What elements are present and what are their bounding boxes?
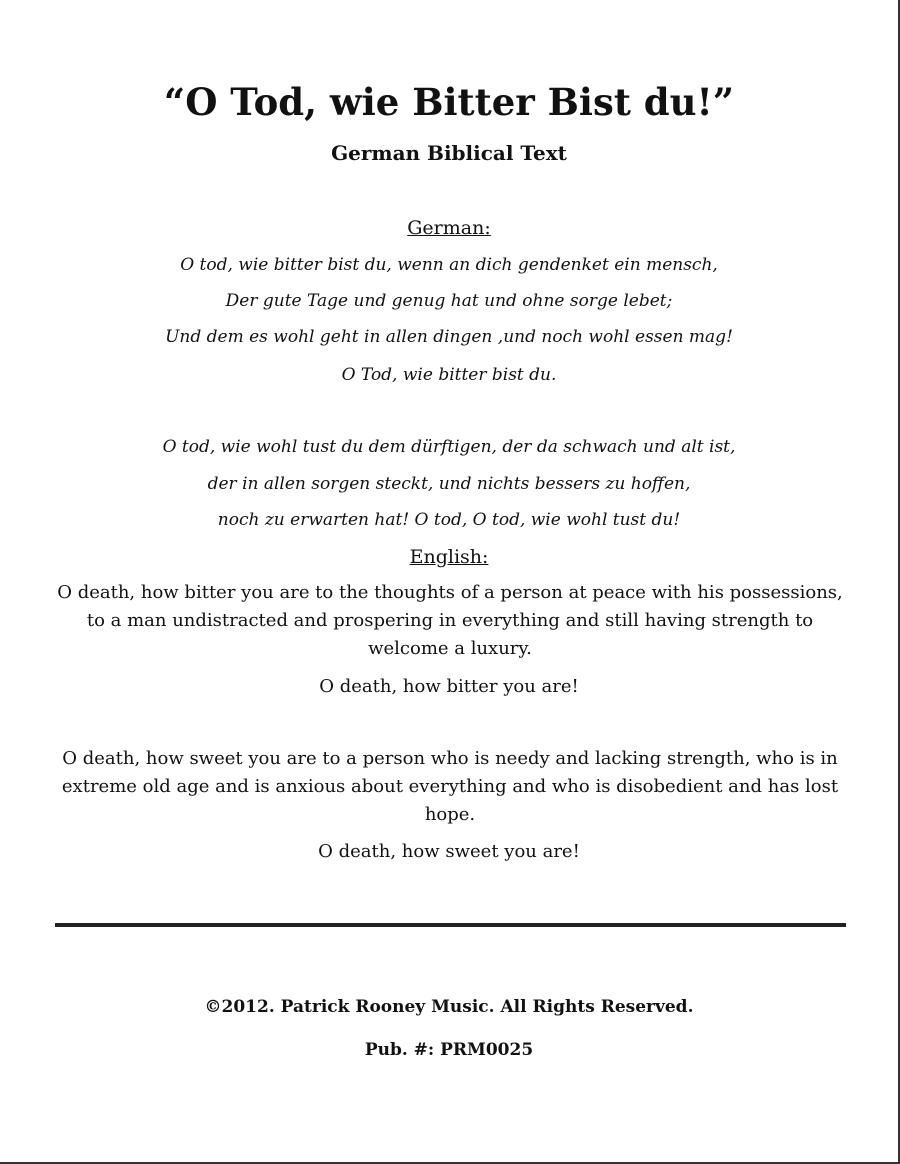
german-line: O tod, wie bitter bist du, wenn an dich gendenket ein mensch,	[180, 255, 718, 275]
copyright-notice: ©2012. Patrick Rooney Music. All Rights Reserved.	[204, 997, 694, 1017]
german-line: Und dem es wohl geht in allen dingen ,und noch wohl essen mag!	[165, 327, 733, 347]
english-refrain: O death, how bitter you are!	[319, 676, 579, 697]
german-line: noch zu erwarten hat! O tod, O tod, wie wohl tust du!	[217, 510, 681, 530]
page-subtitle: German Biblical Text	[331, 141, 567, 165]
german-line: Der gute Tage und genug hat und ohne sorge lebet;	[225, 291, 673, 311]
german-heading: German:	[407, 217, 491, 239]
publication-number: Pub. #: PRM0025	[364, 1040, 534, 1060]
german-line: O tod, wie wohl tust du dem dürftigen, der da schwach und alt ist,	[162, 437, 736, 457]
english-refrain: O death, how sweet you are!	[318, 841, 580, 862]
english-paragraph: O death, how bitter you are to the thoughts of a person at peace with his possessions, to a man undistracted and prospering in everything and still having strength to welcome a luxury.	[57, 582, 843, 659]
german-line: O Tod, wie bitter bist du.	[341, 365, 557, 385]
english-paragraph: O death, how sweet you are to a person who is needy and lacking strength, who is in extreme old age and is anxious about everything and who is disobedient and has lost hope.	[61, 748, 839, 825]
german-line: der in allen sorgen steckt, und nichts bessers zu hoffen,	[207, 474, 691, 494]
english-heading: English:	[409, 546, 489, 568]
horizontal-rule	[55, 923, 846, 927]
page-title: “O Tod, wie Bitter Bist du!”	[163, 80, 735, 124]
